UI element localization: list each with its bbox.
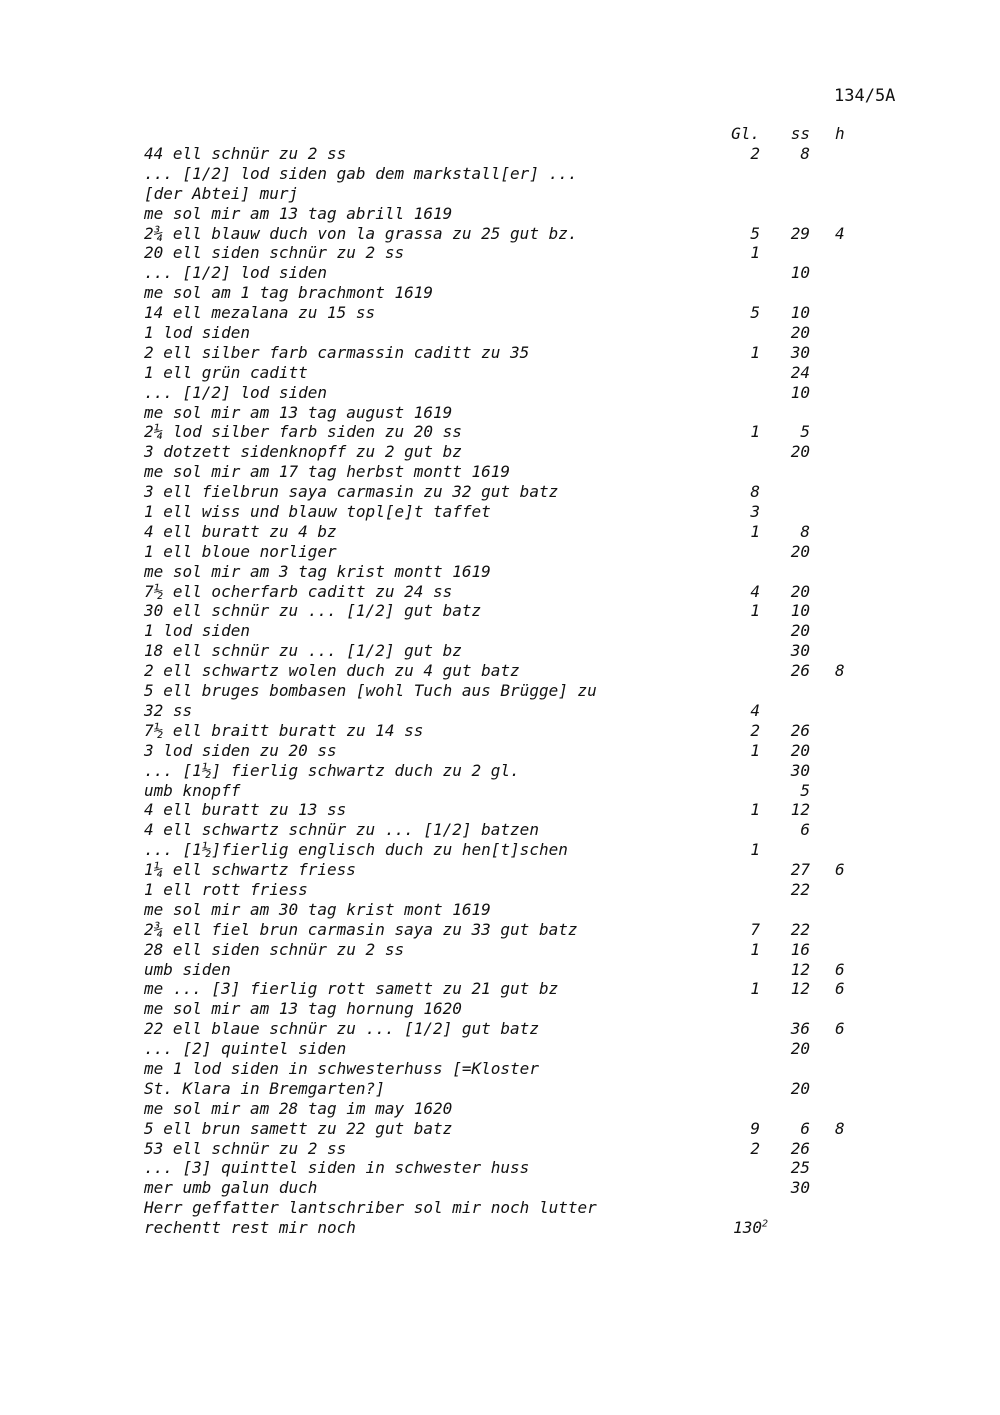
ledger-ss: 6 bbox=[800, 820, 810, 840]
ledger-desc: 2 ell silber farb carmassin caditt zu 35 bbox=[144, 342, 530, 362]
ledger-gl: 1 bbox=[750, 243, 760, 263]
ledger-h: 6 bbox=[835, 1019, 845, 1039]
ledger-desc: 14 ell mezalana zu 15 ss bbox=[144, 303, 376, 323]
ledger-total-desc: rechentt rest mir noch bbox=[144, 1218, 356, 1238]
ledger-desc: me sol mir am 13 tag august 1619 bbox=[144, 402, 453, 422]
page-id: 134/5A bbox=[834, 86, 896, 106]
ledger-desc: 53 ell schnür zu 2 ss bbox=[144, 1138, 347, 1158]
ledger-ss: 20 bbox=[790, 1039, 810, 1059]
ledger-ss: 22 bbox=[790, 919, 810, 939]
ledger-gl: 1 bbox=[750, 939, 760, 959]
ledger-row bbox=[0, 1178, 1000, 1198]
ledger-desc: St. Klara in Bremgarten?] bbox=[144, 1078, 385, 1098]
ledger-row bbox=[0, 721, 1000, 741]
ledger-desc: 22 ell blaue schnür zu ... [1/2] gut batz bbox=[144, 1019, 539, 1039]
ledger-ss: 20 bbox=[790, 442, 810, 462]
ledger-ss: 20 bbox=[790, 621, 810, 641]
ledger-desc: 4 ell schwartz schnür zu ... [1/2] batzen bbox=[144, 820, 539, 840]
ledger-gl: 1 bbox=[750, 521, 760, 541]
ledger-gl: 9 bbox=[750, 1118, 760, 1138]
ledger-row bbox=[0, 323, 1000, 343]
ledger-ss: 10 bbox=[790, 263, 810, 283]
ledger-row bbox=[0, 701, 1000, 721]
ledger-gl: 1 bbox=[750, 800, 760, 820]
ledger-h: 4 bbox=[835, 223, 845, 243]
ledger-h: 6 bbox=[835, 959, 845, 979]
ledger-desc: 1 ell wiss und blauw topl[e]t taffet bbox=[144, 502, 491, 522]
ledger-desc: umb siden bbox=[144, 959, 231, 979]
ledger-desc: 4 ell buratt zu 4 bz bbox=[144, 521, 337, 541]
column-header bbox=[0, 124, 1000, 144]
ledger-ss: 29 bbox=[790, 223, 810, 243]
ledger-ss: 20 bbox=[790, 541, 810, 561]
ledger-row bbox=[0, 1158, 1000, 1178]
ledger-row bbox=[0, 542, 1000, 562]
ledger-row bbox=[0, 860, 1000, 880]
ledger-ss: 10 bbox=[790, 601, 810, 621]
ledger-row bbox=[0, 741, 1000, 761]
ledger-gl: 2 bbox=[750, 1138, 760, 1158]
ledger-row bbox=[0, 403, 1000, 423]
ledger-gl: 1 bbox=[750, 422, 760, 442]
ledger-row bbox=[0, 601, 1000, 621]
ledger-ss: 8 bbox=[800, 521, 810, 541]
ledger-row bbox=[0, 502, 1000, 522]
ledger-row bbox=[0, 164, 1000, 184]
ledger-h: 6 bbox=[835, 860, 845, 880]
ledger-row bbox=[0, 641, 1000, 661]
ledger-gl: 5 bbox=[750, 303, 760, 323]
ledger-row bbox=[0, 422, 1000, 442]
ledger-desc: 20 ell siden schnür zu 2 ss bbox=[144, 243, 405, 263]
ledger-ss: 26 bbox=[790, 720, 810, 740]
ledger-row bbox=[0, 582, 1000, 602]
ledger-desc: 18 ell schnür zu ... [1/2] gut bz bbox=[144, 641, 462, 661]
ledger-row bbox=[0, 522, 1000, 542]
ledger-total-gl-value: 130 bbox=[733, 1218, 762, 1238]
ledger-desc: 1 lod siden bbox=[144, 621, 250, 641]
ledger-ss: 20 bbox=[790, 581, 810, 601]
ledger-row bbox=[0, 1079, 1000, 1099]
ledger-row bbox=[0, 621, 1000, 641]
ledger-desc: umb knopff bbox=[144, 780, 241, 800]
ledger-desc: 2¼ lod silber farb siden zu 20 ss bbox=[144, 422, 462, 442]
ledger-desc: ... [2] quintel siden bbox=[144, 1039, 347, 1059]
ledger-gl: 4 bbox=[750, 700, 760, 720]
ledger-desc: 5 ell bruges bombasen [wohl Tuch aus Brügge] zu bbox=[144, 681, 597, 701]
ledger-row bbox=[0, 840, 1000, 860]
ledger-desc: 3 lod siden zu 20 ss bbox=[144, 740, 337, 760]
ledger-ss: 10 bbox=[790, 382, 810, 402]
ledger-row bbox=[0, 960, 1000, 980]
ledger-row bbox=[0, 1099, 1000, 1119]
ledger-desc: ... [3] quinttel siden in schwester huss bbox=[144, 1158, 530, 1178]
ledger-row bbox=[0, 204, 1000, 224]
ledger-row bbox=[0, 681, 1000, 701]
ledger-row bbox=[0, 1198, 1000, 1218]
ledger-ss: 10 bbox=[790, 303, 810, 323]
ledger-ss: 30 bbox=[790, 1178, 810, 1198]
ledger-gl: 2 bbox=[750, 144, 760, 163]
header-h: h bbox=[835, 124, 845, 143]
ledger-row bbox=[0, 920, 1000, 940]
footnote-marker: 2 bbox=[761, 1218, 768, 1230]
ledger-row bbox=[0, 462, 1000, 482]
ledger-desc: 4 ell buratt zu 13 ss bbox=[144, 800, 347, 820]
ledger-row bbox=[0, 940, 1000, 960]
ledger-ss: 26 bbox=[790, 1138, 810, 1158]
ledger-gl: 4 bbox=[750, 581, 760, 601]
ledger-ss: 20 bbox=[790, 323, 810, 343]
ledger-desc: me sol mir am 28 tag im may 1620 bbox=[144, 1098, 453, 1118]
ledger-ss: 16 bbox=[790, 939, 810, 959]
ledger-row bbox=[0, 144, 1000, 164]
ledger-ss: 30 bbox=[790, 342, 810, 362]
ledger-gl: 1 bbox=[750, 342, 760, 362]
ledger-desc: me sol mir am 17 tag herbst montt 1619 bbox=[144, 462, 511, 482]
ledger-ss: 20 bbox=[790, 1078, 810, 1098]
ledger-row bbox=[0, 979, 1000, 999]
ledger-desc: me sol mir am 13 tag hornung 1620 bbox=[144, 999, 462, 1019]
ledger-desc: 1 lod siden bbox=[144, 323, 250, 343]
ledger-row bbox=[0, 184, 1000, 204]
ledger-ss: 24 bbox=[790, 362, 810, 382]
ledger-gl: 5 bbox=[750, 223, 760, 243]
ledger-ss: 6 bbox=[800, 1118, 810, 1138]
ledger-desc: ... [1½] fierlig schwartz duch zu 2 gl. bbox=[144, 760, 520, 780]
ledger-ss: 5 bbox=[800, 422, 810, 442]
ledger-desc: ... [1/2] lod siden bbox=[144, 382, 328, 402]
ledger-row bbox=[0, 243, 1000, 263]
ledger-h: 8 bbox=[835, 1118, 845, 1138]
ledger-desc: ... [1/2] lod siden gab dem markstall[er] ... bbox=[144, 163, 578, 183]
ledger-ss: 27 bbox=[790, 860, 810, 880]
ledger-total-gl bbox=[733, 1218, 768, 1237]
ledger-ss: 5 bbox=[800, 780, 810, 800]
ledger-desc: 7½ ell braitt buratt zu 14 ss bbox=[144, 720, 424, 740]
ledger-ss: 22 bbox=[790, 879, 810, 899]
ledger-row bbox=[0, 283, 1000, 303]
ledger-gl: 2 bbox=[750, 720, 760, 740]
ledger-gl: 8 bbox=[750, 482, 760, 502]
ledger-desc: 1 ell grün caditt bbox=[144, 362, 308, 382]
ledger-row bbox=[0, 224, 1000, 244]
ledger-desc: 1 ell rott friess bbox=[144, 879, 308, 899]
ledger-row bbox=[0, 562, 1000, 582]
ledger-ss: 12 bbox=[790, 979, 810, 999]
ledger-desc: 32 ss bbox=[144, 700, 193, 720]
ledger-h: 6 bbox=[835, 979, 845, 999]
ledger-row bbox=[0, 800, 1000, 820]
ledger-desc: Herr geffatter lantschriber sol mir noch lutter bbox=[144, 1198, 597, 1218]
ledger-desc: 7½ ell ocherfarb caditt zu 24 ss bbox=[144, 581, 453, 601]
ledger-desc: me sol mir am 13 tag abrill 1619 bbox=[144, 203, 453, 223]
ledger-row bbox=[0, 442, 1000, 462]
ledger-row bbox=[0, 1139, 1000, 1159]
ledger-row bbox=[0, 880, 1000, 900]
ledger-row bbox=[0, 820, 1000, 840]
ledger-ss: 30 bbox=[790, 641, 810, 661]
ledger-total-row bbox=[0, 1218, 1000, 1240]
ledger-ss: 30 bbox=[790, 760, 810, 780]
ledger-gl: 3 bbox=[750, 502, 760, 522]
ledger-h: 8 bbox=[835, 661, 845, 681]
ledger-desc: 3 dotzett sidenknopff zu 2 gut bz bbox=[144, 442, 462, 462]
ledger-row bbox=[0, 1059, 1000, 1079]
ledger-gl: 1 bbox=[750, 840, 760, 860]
ledger-desc: 1 ell bloue norliger bbox=[144, 541, 337, 561]
ledger-desc: me ... [3] fierlig rott samett zu 21 gut bz bbox=[144, 979, 559, 999]
ledger-desc: 2 ell schwartz wolen duch zu 4 gut batz bbox=[144, 661, 520, 681]
ledger-gl: 1 bbox=[750, 979, 760, 999]
ledger-row bbox=[0, 1119, 1000, 1139]
ledger-desc: 28 ell siden schnür zu 2 ss bbox=[144, 939, 405, 959]
ledger-gl: 1 bbox=[750, 601, 760, 621]
ledger-desc: 44 ell schnür zu 2 ss bbox=[144, 144, 347, 163]
ledger-row bbox=[0, 1019, 1000, 1039]
ledger-desc: ... [1½]fierlig englisch duch zu hen[t]schen bbox=[144, 840, 568, 860]
ledger-desc: me sol am 1 tag brachmont 1619 bbox=[144, 283, 433, 303]
ledger-row bbox=[0, 383, 1000, 403]
ledger-ss: 8 bbox=[800, 144, 810, 163]
ledger-desc: me sol mir am 3 tag krist montt 1619 bbox=[144, 561, 491, 581]
ledger-row bbox=[0, 900, 1000, 920]
ledger-row bbox=[0, 1039, 1000, 1059]
ledger-desc: mer umb galun duch bbox=[144, 1178, 318, 1198]
header-gl: Gl. bbox=[731, 124, 760, 143]
ledger-table bbox=[0, 144, 1000, 1240]
ledger-gl: 7 bbox=[750, 919, 760, 939]
ledger-desc: 30 ell schnür zu ... [1/2] gut batz bbox=[144, 601, 482, 621]
ledger-row bbox=[0, 999, 1000, 1019]
ledger-ss: 36 bbox=[790, 1019, 810, 1039]
ledger-row bbox=[0, 343, 1000, 363]
header-ss: ss bbox=[790, 124, 810, 143]
ledger-ss: 25 bbox=[790, 1158, 810, 1178]
ledger-row bbox=[0, 263, 1000, 283]
ledger-desc: 1¼ ell schwartz friess bbox=[144, 860, 356, 880]
ledger-row bbox=[0, 661, 1000, 681]
ledger-row bbox=[0, 363, 1000, 383]
ledger-gl: 1 bbox=[750, 740, 760, 760]
ledger-row bbox=[0, 761, 1000, 781]
ledger-desc: 5 ell brun samett zu 22 gut batz bbox=[144, 1118, 453, 1138]
ledger-ss: 12 bbox=[790, 959, 810, 979]
ledger-ss: 26 bbox=[790, 661, 810, 681]
ledger-desc: ... [1/2] lod siden bbox=[144, 263, 328, 283]
ledger-desc: me sol mir am 30 tag krist mont 1619 bbox=[144, 899, 491, 919]
ledger-ss: 12 bbox=[790, 800, 810, 820]
ledger-row bbox=[0, 482, 1000, 502]
ledger-desc: 2¾ ell fiel brun carmasin saya zu 33 gut batz bbox=[144, 919, 578, 939]
ledger-row bbox=[0, 781, 1000, 801]
ledger-desc: 3 ell fielbrun saya carmasin zu 32 gut batz bbox=[144, 482, 559, 502]
ledger-desc: 2¾ ell blauw duch von la grassa zu 25 gut bz. bbox=[144, 223, 578, 243]
ledger-desc: me 1 lod siden in schwesterhuss [=Kloster bbox=[144, 1058, 539, 1078]
ledger-ss: 20 bbox=[790, 740, 810, 760]
ledger-desc: [der Abtei] murj bbox=[144, 183, 299, 203]
ledger-row bbox=[0, 303, 1000, 323]
